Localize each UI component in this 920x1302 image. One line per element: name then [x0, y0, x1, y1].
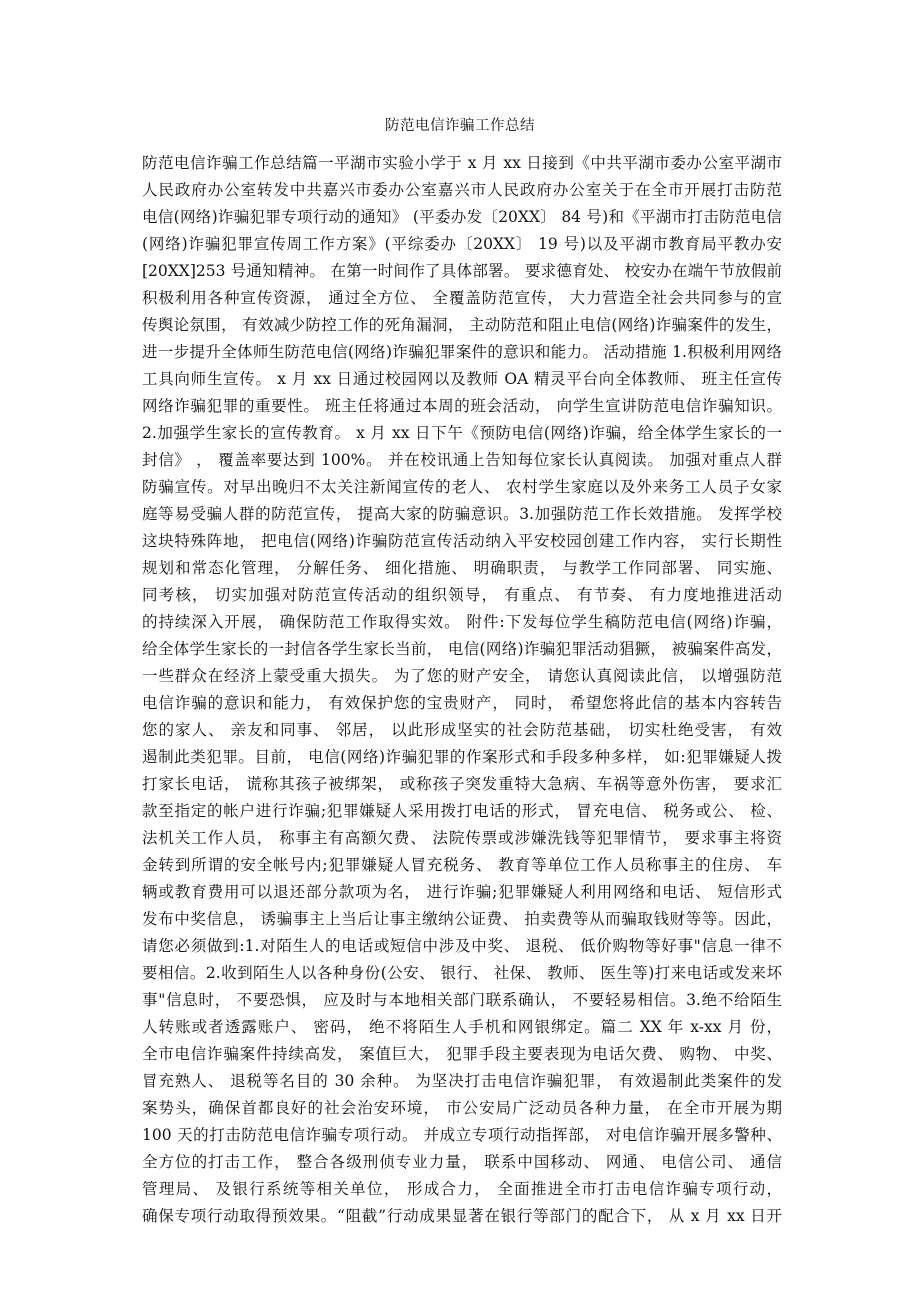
- body-text-line: 防骗宣传。对早出晚归不太关注新闻宣传的老人、 农村学生家庭以及外来务工人员子女家: [142, 478, 782, 496]
- body-text-line: 100 天的打击防范电信诈骗专项行动。 并成立专项行动指挥部， 对电信诈骗开展多警种、: [142, 1126, 782, 1144]
- body-text-line: 金转到所谓的安全帐号内;犯罪嫌疑人冒充税务、 教育等单位工作人员称事主的住房、 车: [142, 856, 782, 874]
- body-text-line: 同考核， 切实加强对防范宣传活动的组织领导， 有重点、 有节奏、 有力度地推进活动: [142, 586, 782, 604]
- body-text-line: 发布中奖信息， 诱骗事主上当后让事主缴纳公证费、 拍卖费等从而骗取钱财等等。因此，: [142, 910, 782, 928]
- body-text-line: 辆或教育费用可以退还部分款项为名， 进行诈骗;犯罪嫌疑人利用网络和电话、 短信形式: [142, 883, 782, 901]
- body-text-line: 传舆论氛围， 有效减少防控工作的死角漏洞， 主动防范和阻止电信(网络)诈骗案件的发生，: [142, 316, 782, 334]
- body-text-line: 人民政府办公室转发中共嘉兴市委办公室嘉兴市人民政府办公室关于在全市开展打击防范: [142, 181, 782, 199]
- body-text-line: 庭等易受骗人群的防范宣传， 提高大家的防骗意识。3.加强防范工作长效措施。 发挥学校: [142, 505, 782, 523]
- body-text-line: 这块特殊阵地， 把电信(网络)诈骗防范宣传活动纳入平安校园创建工作内容， 实行长期性: [142, 532, 782, 550]
- body-text-line: 网络诈骗犯罪的重要性。 班主任将通过本周的班会活动， 向学生宣讲防范电信诈骗知识。: [142, 397, 782, 415]
- document-body: [142, 150, 782, 1230]
- body-text-line: 规划和常态化管理， 分解任务、 细化措施、 明确职责， 与教学工作同部署、 同实施、: [142, 559, 782, 577]
- body-text-line: 全方位的打击工作， 整合各级刑侦专业力量， 联系中国移动、 网通、 电信公司、 通信: [142, 1153, 782, 1171]
- body-text-line: 法机关工作人员， 称事主有高额欠费、 法院传票或涉嫌洗钱等犯罪情节， 要求事主将资: [142, 829, 782, 847]
- body-text-line: 冒充熟人、 退税等名目的 30 余种。 为坚决打击电信诈骗犯罪， 有效遏制此类案件的发: [142, 1072, 782, 1090]
- body-text-line: 的持续深入开展， 确保防范工作取得实效。 附件:下发每位学生稿防范电信(网络)诈骗，: [142, 613, 782, 631]
- body-text-line: 人转账或者透露账户、 密码， 绝不将陌生人手机和网银绑定。篇二 XX 年 x-xx 月 份，: [142, 1018, 782, 1036]
- body-text-line: 事"信息时， 不要恐惧， 应及时与本地相关部门联系确认， 不要轻易相信。3.绝不给陌生: [142, 991, 782, 1009]
- body-text-line: 打家长电话， 谎称其孩子被绑架， 或称孩子突发重特大急病、车祸等意外伤害， 要求汇: [142, 775, 782, 793]
- document-title: 防范电信诈骗工作总结: [385, 118, 535, 134]
- body-text-line: 工具向师生宣传。 x 月 xx 日通过校园网以及教师 OA 精灵平台向全体教师、 班主任宣传: [142, 370, 782, 388]
- body-text-line: 要相信。2.收到陌生人以各种身份(公安、 银行、 社保、 教师、 医生等)打来电话或发来坏: [142, 964, 782, 982]
- body-text-line: 全市电信诈骗案件持续高发， 案值巨大， 犯罪手段主要表现为电话欠费、 购物、 中奖、: [142, 1045, 782, 1063]
- body-text-line: 您的家人、 亲友和同事、 邻居， 以此形成坚实的社会防范基础， 切实杜绝受害， 有效: [142, 721, 782, 739]
- body-text-line: 防范电信诈骗工作总结篇一平湖市实验小学于 x 月 xx 日接到《中共平湖市委办公室平湖市: [142, 154, 782, 172]
- body-text-line: 给全体学生家长的一封信各学生家长当前， 电信(网络)诈骗犯罪活动猖獗， 被骗案件高发，: [142, 640, 782, 658]
- body-text-line: 案势头，确保首都良好的社会治安环境， 市公安局广泛动员各种力量， 在全市开展为期: [142, 1099, 782, 1117]
- body-text-line: 封信》 ， 覆盖率要达到 100%。 并在校讯通上告知每位家长认真阅读。 加强对重点人群: [142, 451, 782, 469]
- body-text-line: 请您必须做到:1.对陌生人的电话或短信中涉及中奖、 退税、 低价购物等好事"信息一律不: [142, 937, 782, 955]
- body-text-line: 进一步提升全体师生防范电信(网络)诈骗犯罪案件的意识和能力。 活动措施 1.积极利用网络: [142, 343, 782, 361]
- body-text-line: 确保专项行动取得预效果。“阻截”行动成果显著在银行等部门的配合下， 从 x 月 xx 日开: [142, 1207, 782, 1225]
- body-text-line: 积极利用各种宣传资源， 通过全方位、 全覆盖防范宣传， 大力营造全社会共同参与的宣: [142, 289, 782, 307]
- body-text-line: 2.加强学生家长的宣传教育。 x 月 xx 日下午《预防电信(网络)诈骗，给全体学生家长的一: [142, 424, 782, 442]
- body-text-line: (网络)诈骗犯罪宣传周工作方案》(平综委办〔20XX〕 19 号)以及平湖市教育局平教办安: [142, 235, 782, 253]
- body-text-line: [20XX]253 号通知精神。 在第一时间作了具体部署。 要求德育处、 校安办在端午节放假前: [142, 262, 782, 280]
- body-text-line: 电信(网络)诈骗犯罪专项行动的通知》 (平委办发〔20XX〕 84 号)和《平湖市打击防范电信: [142, 208, 782, 226]
- body-text-line: 遏制此类犯罪。目前， 电信(网络)诈骗犯罪的作案形式和手段多种多样， 如:犯罪嫌疑人拨: [142, 748, 782, 766]
- body-text-line: 电信诈骗的意识和能力， 有效保护您的宝贵财产， 同时， 希望您将此信的基本内容转告: [142, 694, 782, 712]
- body-text-line: 一些群众在经济上蒙受重大损失。 为了您的财产安全， 请您认真阅读此信， 以增强防范: [142, 667, 782, 685]
- body-text-line: 款至指定的帐户进行诈骗;犯罪嫌疑人采用拨打电话的形式， 冒充电信、 税务或公、 检、: [142, 802, 782, 820]
- body-text-line: 管理局、 及银行系统等相关单位， 形成合力， 全面推进全市打击电信诈骗专项行动，: [142, 1180, 782, 1198]
